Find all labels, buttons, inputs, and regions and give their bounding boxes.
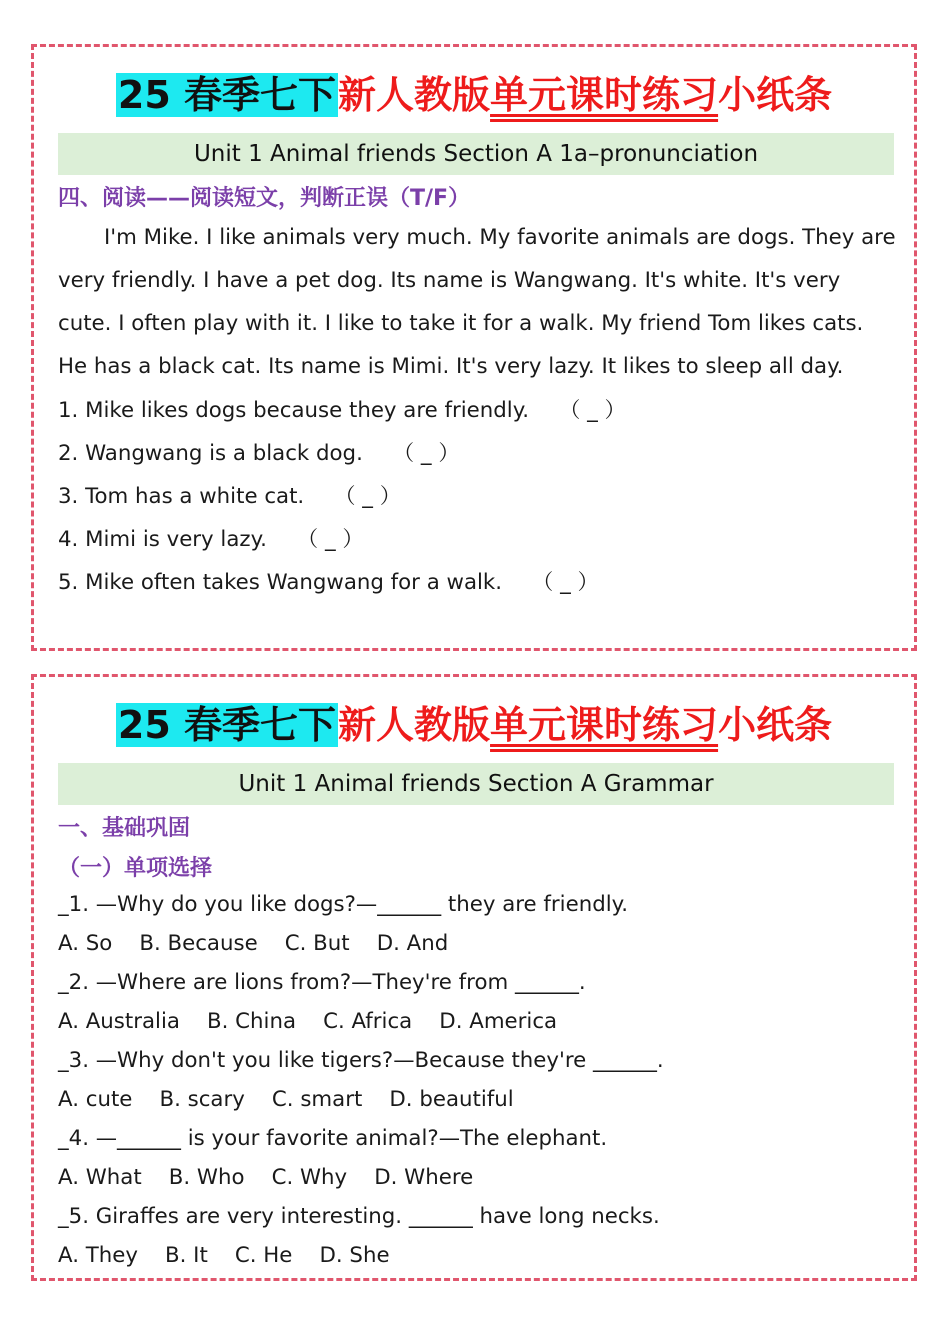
tf-question-2: 2. Wangwang is a black dog. （ _ ）	[58, 436, 460, 467]
mc-question-3: _3. —Why don't you like tigers?—Because they're ______.	[58, 1048, 664, 1073]
tf-question-5: 5. Mike often takes Wangwang for a walk. （ _ ）	[58, 565, 599, 596]
title-end: 小纸条	[718, 73, 833, 117]
worksheet-card-1	[31, 44, 917, 651]
reading-passage	[58, 216, 896, 388]
subsection-heading: （一）单项选择	[58, 856, 213, 881]
answer-blank[interactable]: （ _ ）	[296, 527, 364, 552]
answer-blank[interactable]: （ _ ）	[392, 441, 460, 466]
title-underlined: 单元课时练习	[490, 703, 719, 747]
section-heading: 四、阅读——阅读短文，判断正误（T/F）	[58, 186, 471, 211]
tf-question-3: 3. Tom has a white cat. （ _ ）	[58, 479, 401, 510]
title-edition: 新人教版	[338, 703, 491, 747]
answer-blank[interactable]: （ _ ）	[559, 398, 626, 423]
answer-blank[interactable]: （ _ ）	[334, 484, 401, 509]
passage-text: I'm Mike. I like animals very much. My favorite animals are dogs. They are very friendly. I have a pet dog. Its name is Wangwang. It's white. It's very cute. I often play with it. I like to take it for a walk. My friend Tom likes cats. He has a black cat. Its name is Mimi. It's very lazy. It likes to sleep all day.	[58, 225, 896, 379]
title-highlight: 25 春季七下	[117, 73, 337, 117]
title-highlight: 25 春季七下	[117, 703, 337, 747]
section-heading: 一、基础巩固	[58, 816, 191, 841]
worksheet-card-2	[31, 674, 917, 1281]
tf-question-1: 1. Mike likes dogs because they are friendly. （ _ ）	[58, 393, 626, 424]
mc-question-4: _4. —______ is your favorite animal?—The elephant.	[58, 1126, 608, 1151]
mc-question-2: _2. —Where are lions from?—They're from ______.	[58, 970, 586, 995]
title-underlined: 单元课时练习	[490, 73, 719, 117]
mc-options-2: A. Australia B. China C. Africa D. America	[58, 1009, 558, 1034]
card-1-title	[34, 59, 914, 132]
title-edition: 新人教版	[338, 73, 491, 117]
unit-banner: Unit 1 Animal friends Section A Grammar	[58, 763, 894, 805]
mc-options-3: A. cute B. scary C. smart D. beautiful	[58, 1087, 514, 1112]
tf-question-4: 4. Mimi is very lazy. （ _ ）	[58, 522, 364, 553]
card-2-title	[34, 689, 914, 762]
answer-blank[interactable]: （ _ ）	[532, 570, 599, 595]
mc-options-4: A. What B. Who C. Why D. Where	[58, 1165, 474, 1190]
mc-question-1: _1. —Why do you like dogs?—______ they are friendly.	[58, 892, 628, 917]
mc-options-1: A. So B. Because C. But D. And	[58, 931, 449, 956]
unit-banner: Unit 1 Animal friends Section A 1a–pronunciation	[58, 133, 894, 175]
mc-question-5: _5. Giraffes are very interesting. ______ have long necks.	[58, 1204, 660, 1229]
title-end: 小纸条	[718, 703, 833, 747]
mc-options-5: A. They B. It C. He D. She	[58, 1243, 390, 1268]
